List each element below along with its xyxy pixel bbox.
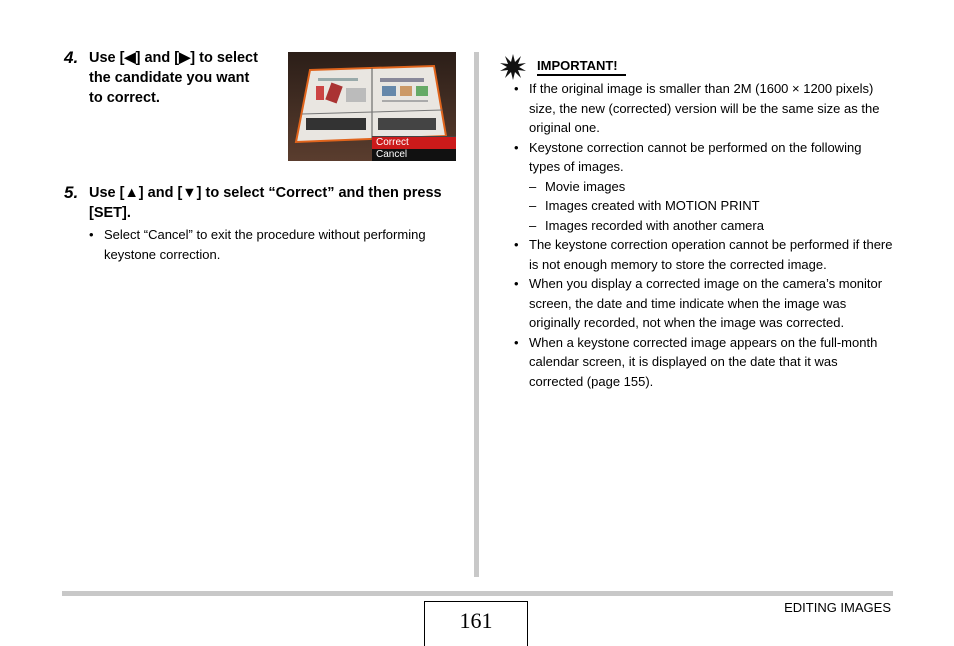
dash-icon: – [529, 178, 537, 194]
list-item [514, 138, 894, 236]
list-item [514, 79, 894, 138]
list-item [514, 333, 894, 392]
bullet-icon: • [514, 334, 519, 350]
important-item-text: The keystone correction operation cannot be performed if there is not enough memory to store the corrected image. [529, 237, 893, 272]
menu-item-correct[interactable]: Correct [372, 137, 456, 149]
dash-icon: – [529, 198, 537, 213]
important-item-text: Keystone correction cannot be performed on the following types of images. [529, 139, 862, 174]
note-text: Select “Cancel” to exit the procedure without performing keystone correction. [104, 227, 426, 262]
sub-item-text: Images recorded with another camera [545, 217, 764, 233]
bullet-icon: • [514, 81, 519, 96]
list-item [514, 274, 894, 333]
correction-menu[interactable] [372, 136, 456, 161]
dash-icon: – [529, 217, 537, 233]
sub-item-text: Images created with MOTION PRINT [545, 198, 760, 213]
section-title: EDITING IMAGES [784, 600, 891, 615]
bullet-icon: • [514, 139, 519, 155]
step-number: 5. [64, 183, 79, 202]
menu-item-cancel[interactable]: Cancel [376, 149, 408, 160]
bullet-icon: • [89, 227, 94, 242]
important-list [514, 79, 894, 391]
sub-list-item [529, 177, 894, 197]
sub-item-text: Movie images [545, 178, 626, 194]
step-notes [89, 225, 454, 264]
starburst-icon [500, 54, 526, 80]
important-header [500, 54, 640, 78]
page-number: 161 [424, 601, 528, 646]
bullet-icon: • [514, 237, 519, 252]
footer-rule [62, 591, 893, 596]
step-instruction: Use [◀] and [▶] to select the candidate you want to correct. [89, 50, 258, 106]
sub-list-item [529, 196, 894, 216]
camera-screen-image [288, 52, 456, 161]
important-item-text: If the original image is smaller than 2M (1600 × 1200 pixels) size, the new (corrected) version will be the same size as the original one. [529, 81, 880, 135]
step-4 [64, 48, 264, 108]
column-divider [474, 52, 479, 577]
list-item [514, 235, 894, 274]
important-item-text: When a keystone corrected image appears on the full-month calendar screen, it is displayed on the date that it was corrected (page 155). [529, 334, 878, 389]
important-item-text: When you display a corrected image on the camera’s monitor screen, the date and time indicate when the image was originally recorded, not when the image was corrected. [529, 276, 883, 330]
step-number: 4. [64, 48, 79, 67]
important-title: IMPORTANT! [537, 58, 626, 76]
step-instruction: Use [▲] and [▼] to select “Correct” and then press [SET]. [89, 185, 442, 221]
bullet-icon: • [514, 276, 519, 291]
step-5 [64, 183, 454, 264]
list-item [89, 225, 454, 264]
sub-list-item [529, 216, 894, 236]
